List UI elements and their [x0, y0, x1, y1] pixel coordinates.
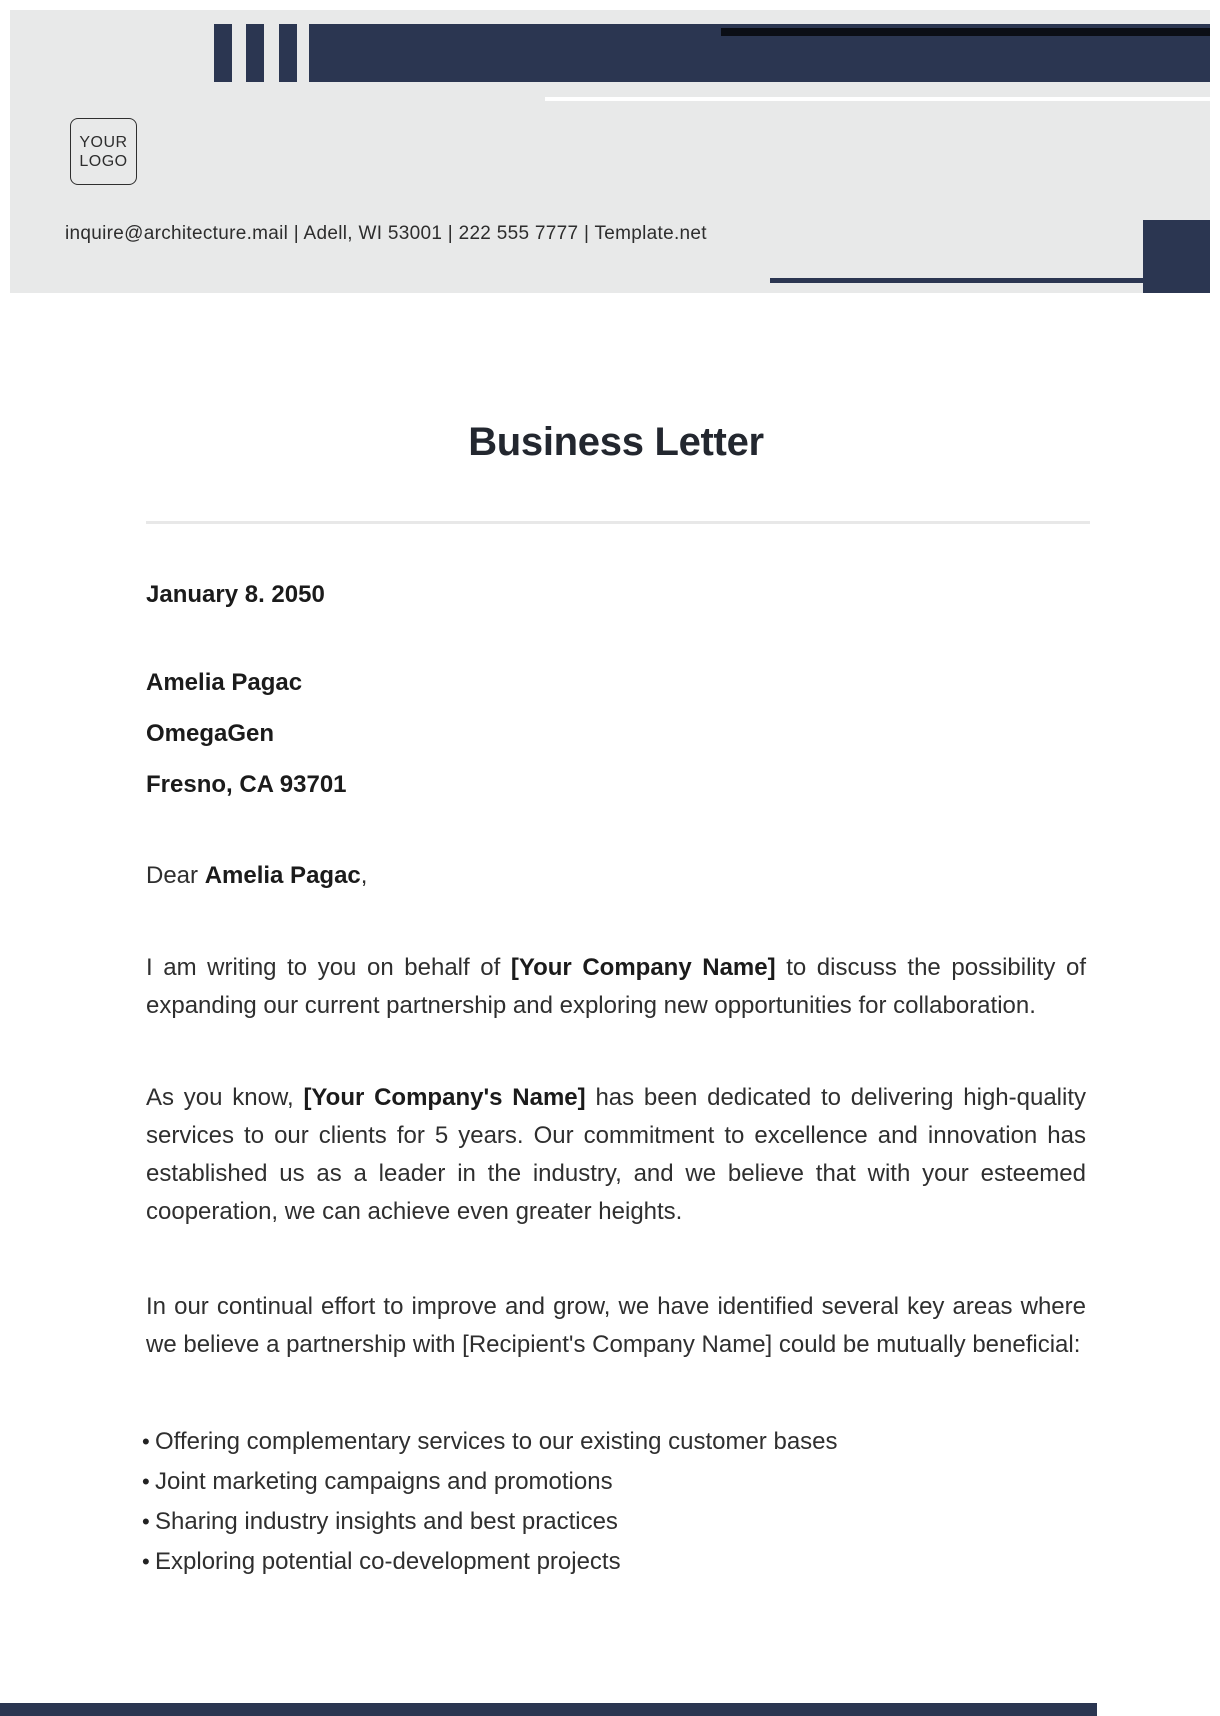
recipient-company: OmegaGen: [146, 720, 275, 747]
document-title: Business Letter: [468, 420, 764, 464]
paragraph-3-text: In our continual effort to improve and grow, we have identified several key areas where we believe a partnership with [Recipient's Company Name] could be mutually beneficial:: [146, 1293, 1086, 1358]
list-item: • Offering complementary services to our existing customer bases: [146, 1422, 1086, 1462]
list-item: • Sharing industry insights and best practices: [146, 1502, 1086, 1542]
paragraph-1-text-after: to discuss the possibility of expanding our current partnership and exploring new opportunities for collaboration.: [146, 954, 1087, 1019]
recipient-address: Fresno, CA 93701: [146, 771, 347, 798]
logo-text-line-1: YOUR: [79, 133, 128, 151]
salutation-name: Amelia Pagac: [204, 862, 361, 889]
list-item: • Joint marketing campaigns and promotions: [146, 1462, 1086, 1502]
paragraph-2-text: As you know,: [146, 1084, 304, 1111]
paragraph-2-bold: [Your Company's Name]: [303, 1084, 586, 1111]
paragraph-1-bold: [Your Company Name]: [510, 954, 776, 981]
title-divider: [146, 521, 1090, 524]
logo-text-line-2: LOGO: [79, 152, 128, 170]
paragraph-3: [146, 1288, 1086, 1364]
letter-body: [146, 0, 1086, 1582]
footer-accent-bar: [0, 1703, 1097, 1716]
recipient-name: Amelia Pagac: [146, 669, 303, 696]
logo-placeholder: [70, 118, 137, 185]
paragraph-2-text-after: has been dedicated to delivering high-quality services to our clients for 5 years. Our commitment to excellence and innovation has established us as a leader in the industry, and we believe that with your esteemed cooperation, we can achieve even greater heights.: [146, 1084, 1087, 1225]
benefits-list: [146, 1422, 1086, 1582]
contact-info-line: inquire@architecture.mail | Adell, WI 53001 | 222 555 7777 | Template.net: [65, 223, 707, 244]
salutation-suffix: ,: [360, 862, 368, 889]
header-bottom-accent-square: [1143, 220, 1210, 293]
salutation-line: [146, 857, 1086, 895]
paragraph-1-text: I am writing to you on behalf of: [146, 954, 511, 981]
list-item: • Exploring potential co-development projects: [146, 1542, 1086, 1582]
paragraph-1: [146, 949, 1086, 1025]
salutation-prefix: Dear: [146, 862, 205, 889]
date-line: January 8. 2050: [146, 581, 325, 608]
paragraph-2: [146, 1079, 1086, 1231]
